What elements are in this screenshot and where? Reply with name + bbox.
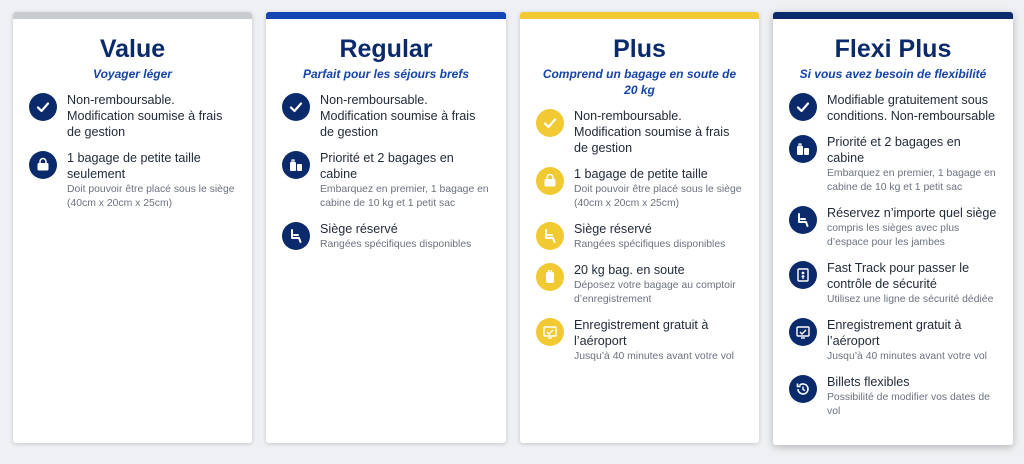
card-color-bar <box>13 12 252 19</box>
small-bag-icon <box>29 151 57 179</box>
feature-description: Utilisez une ligne de sécurité dédiée <box>827 294 994 305</box>
feature-item <box>789 260 997 307</box>
card-title: Flexi Plus <box>834 35 952 63</box>
feature-title: Modifiable gratuitement sous conditions. Non-remboursable <box>827 93 996 123</box>
seat-icon <box>536 222 564 250</box>
feature-title: Non-remboursable. Modification soumise à frais de gestion <box>574 109 730 155</box>
card-subtitle: Parfait pour les séjours brefs <box>302 67 470 81</box>
feature-item <box>282 92 490 140</box>
card-subtitle: Comprend un bagage en soute de 20 kg <box>542 67 737 97</box>
fare-card-flexi-plus[interactable] <box>773 12 1013 445</box>
fare-card-plus[interactable] <box>520 12 759 443</box>
card-subtitle: Voyager léger <box>93 67 172 81</box>
feature-item <box>536 166 743 211</box>
fare-card-value[interactable] <box>13 12 252 443</box>
seat-icon <box>282 222 310 250</box>
feature-description: Doit pouvoir être placé sous le siège (40cm x 20cm x 25cm) <box>67 184 235 209</box>
feature-title: Priorité et 2 bagages en cabine <box>320 151 454 181</box>
feature-title: 20 kg bag. en soute <box>574 263 685 277</box>
check-icon <box>789 93 817 121</box>
card-color-bar <box>773 12 1013 19</box>
suitcase-icon <box>536 263 564 291</box>
card-title: Plus <box>613 35 666 63</box>
feature-title: 1 bagage de petite taille seulement <box>67 151 201 181</box>
feature-description: Doit pouvoir être placé sous le siège (40cm x 20cm x 25cm) <box>574 184 742 209</box>
feature-description: Rangées spécifiques disponibles <box>574 239 726 250</box>
feature-title: 1 bagage de petite taille <box>574 167 708 181</box>
card-title: Regular <box>339 35 433 63</box>
priority-bags-icon <box>789 135 817 163</box>
feature-title: Billets flexibles <box>827 375 910 389</box>
feature-title: Enregistrement gratuit à l’aéroport <box>827 318 962 348</box>
check-icon <box>536 109 564 137</box>
feature-description: Jusqu’à 40 minutes avant votre vol <box>574 351 734 362</box>
card-subtitle: Si vous avez besoin de flexibilité <box>799 67 987 81</box>
feature-title: Réservez n’importe quel siège <box>827 206 997 220</box>
feature-description: compris les sièges avec plus d’espace pour les jambes <box>827 223 960 248</box>
feature-item <box>282 150 490 211</box>
priority-bags-icon <box>282 151 310 179</box>
feature-item <box>789 317 997 364</box>
card-color-bar <box>266 12 506 19</box>
feature-title: Priorité et 2 bagages en cabine <box>827 135 961 165</box>
feature-title: Siège réservé <box>574 222 652 236</box>
checkin-icon <box>536 318 564 346</box>
checkin-icon <box>789 318 817 346</box>
feature-item <box>282 221 490 252</box>
seat-icon <box>789 206 817 234</box>
check-icon <box>29 93 57 121</box>
feature-item <box>789 205 997 250</box>
feature-description: Possibilité de modifier vos dates de vol <box>827 392 990 417</box>
flexible-ticket-icon <box>789 375 817 403</box>
feature-item <box>789 92 997 124</box>
feature-description: Jusqu’à 40 minutes avant votre vol <box>827 351 987 362</box>
feature-item <box>536 221 743 252</box>
feature-title: Fast Track pour passer le contrôle de sécurité <box>827 261 970 291</box>
feature-description: Rangées spécifiques disponibles <box>320 239 472 250</box>
feature-item <box>536 317 743 364</box>
check-icon <box>282 93 310 121</box>
feature-item <box>536 108 743 156</box>
feature-list <box>773 92 1013 419</box>
feature-title: Non-remboursable. Modification soumise à frais de gestion <box>67 93 223 139</box>
fare-card-regular[interactable] <box>266 12 506 443</box>
feature-title: Non-remboursable. Modification soumise à frais de gestion <box>320 93 476 139</box>
feature-description: Embarquez en premier, 1 bagage en cabine de 10 kg et 1 petit sac <box>827 168 996 193</box>
feature-item <box>789 134 997 195</box>
small-bag-icon <box>536 167 564 195</box>
feature-list <box>13 92 252 211</box>
feature-list <box>266 92 506 252</box>
fast-track-icon <box>789 261 817 289</box>
feature-item <box>29 150 236 211</box>
feature-item <box>29 92 236 140</box>
feature-title: Siège réservé <box>320 222 398 236</box>
feature-list <box>520 108 759 364</box>
feature-description: Déposez votre bagage au comptoir d’enregistrement <box>574 280 736 305</box>
card-color-bar <box>520 12 759 19</box>
feature-title: Enregistrement gratuit à l’aéroport <box>574 318 709 348</box>
feature-description: Embarquez en premier, 1 bagage en cabine de 10 kg et 1 petit sac <box>320 184 489 209</box>
feature-item <box>536 262 743 307</box>
feature-item <box>789 374 997 419</box>
card-title: Value <box>99 35 166 63</box>
